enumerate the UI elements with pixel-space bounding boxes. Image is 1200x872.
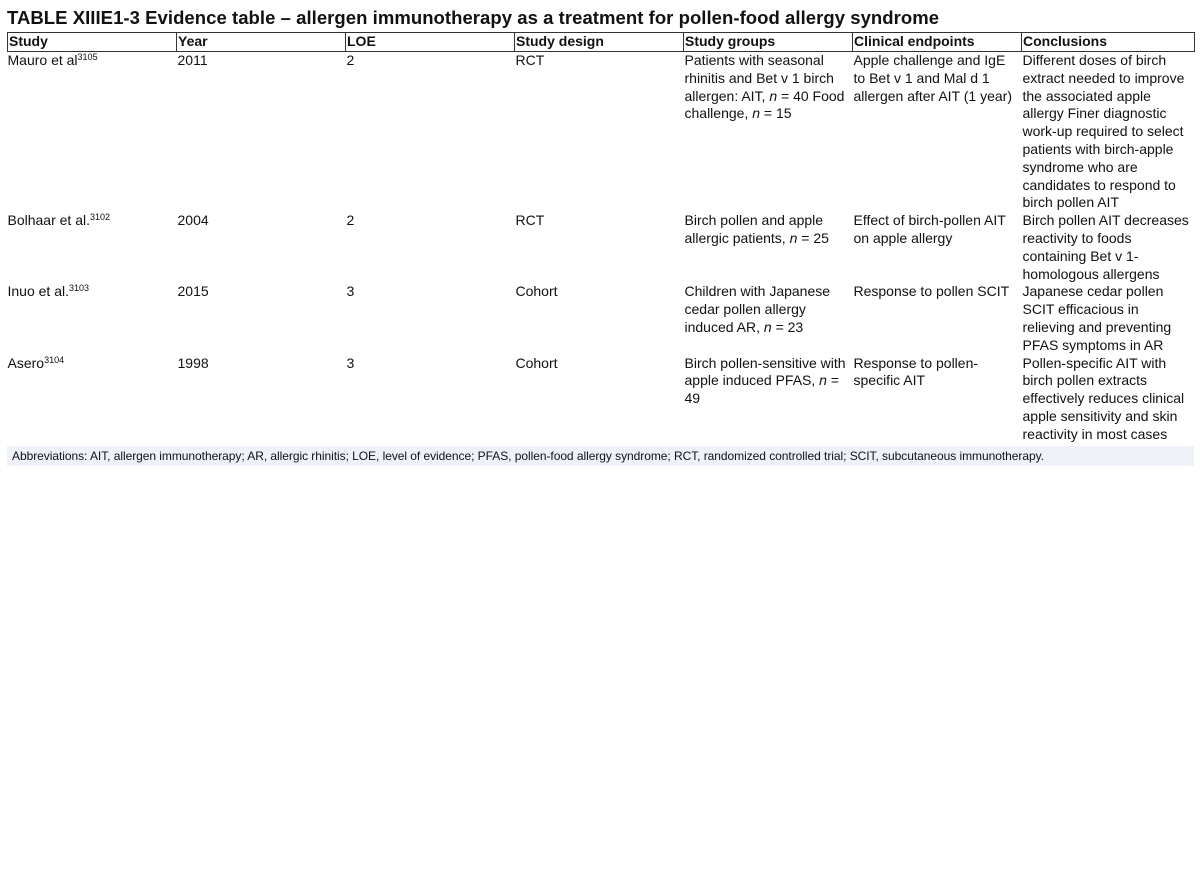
- reference-number: 3102: [90, 212, 111, 223]
- column-header-year: Year: [177, 33, 346, 52]
- cell-conclusions: Birch pollen AIT decreases reactivity to foods containing Bet v 1-homologous allergens: [1022, 212, 1189, 282]
- document-page: [7, 6, 1194, 466]
- study-name: Bolhaar et al.: [7, 212, 90, 229]
- table-header-row: [8, 33, 1195, 52]
- cell-study: [8, 212, 177, 283]
- cell-study-design: Cohort: [515, 283, 558, 300]
- reference-number: 3105: [77, 52, 98, 62]
- cell-study-groups: Children with Japanese cedar pollen allergy induced AR, n = 23: [684, 283, 831, 335]
- study-name: Mauro et al: [7, 52, 78, 68]
- study-name: Asero: [7, 354, 45, 371]
- evidence-table: [7, 32, 1195, 444]
- abbreviations-footnote: Abbreviations: AIT, allergen immunotherapy; AR, allergic rhinitis; LOE, level of evidence; PFAS, pollen-food allergy syndrome; RCT, randomized controlled trial; SCIT, subcutaneous immunotherapy.: [7, 446, 1194, 466]
- table-row: [8, 283, 1195, 354]
- column-header-loe: LOE: [346, 33, 515, 52]
- cell-study: [8, 283, 177, 354]
- column-header-clinical-endpoints: Clinical endpoints: [853, 33, 1022, 52]
- cell-study-groups: Birch pollen and apple allergic patients, n = 25: [684, 212, 829, 246]
- cell-clinical-endpoints: Effect of birch-pollen AIT on apple allergy: [853, 212, 1006, 246]
- cell-year: 2015: [177, 283, 209, 300]
- column-header-conclusions: Conclusions: [1022, 33, 1195, 52]
- column-header-study: Study: [8, 33, 177, 52]
- cell-year: 2004: [177, 212, 209, 229]
- study-name: Inuo et al.: [7, 283, 69, 300]
- cell-year: 2011: [177, 52, 208, 68]
- cell-loe: 2: [346, 52, 355, 68]
- cell-loe: 2: [346, 212, 355, 229]
- cell-loe: 3: [346, 283, 355, 300]
- cell-year: 1998: [177, 354, 209, 371]
- cell-study-design: RCT: [515, 52, 545, 68]
- table-row: [8, 212, 1195, 283]
- table-title: TABLE XIIIE1-3 Evidence table – allergen immunotherapy as a treatment for pollen-food allergy syndrome: [7, 7, 940, 28]
- table-row: [8, 52, 1195, 213]
- cell-clinical-endpoints: Response to pollen SCIT: [853, 283, 1010, 300]
- cell-loe: 3: [346, 354, 355, 371]
- cell-study-design: RCT: [515, 212, 545, 229]
- table-row: [8, 355, 1195, 444]
- cell-study-design: Cohort: [515, 354, 558, 371]
- cell-study-groups: Patients with seasonal rhinitis and Bet v 1 birch allergen: AIT, n = 40 Food challenge, n = 15: [684, 52, 845, 122]
- cell-study-groups: Birch pollen-sensitive with apple induced PFAS, n = 49: [684, 354, 846, 407]
- cell-clinical-endpoints: Response to pollen-specific AIT: [853, 354, 979, 389]
- reference-number: 3104: [44, 354, 65, 365]
- cell-conclusions: Pollen-specific AIT with birch pollen extracts effectively reduces clinical apple sensitivity and skin reactivity in most cases: [1022, 354, 1185, 442]
- column-header-study-design: Study design: [515, 33, 684, 52]
- cell-conclusions: Japanese cedar pollen SCIT efficacious in relieving and preventing PFAS symptoms in AR: [1022, 283, 1172, 353]
- cell-clinical-endpoints: Apple challenge and IgE to Bet v 1 and Mal d 1 allergen after AIT (1 year): [853, 52, 1012, 104]
- column-header-study-groups: Study groups: [684, 33, 853, 52]
- cell-study: [8, 355, 177, 444]
- cell-conclusions: Different doses of birch extract needed to improve the associated apple allergy Finer diagnostic work-up required to select patients with birch-apple syndrome who are candidates to respond to birch pollen AIT: [1022, 52, 1185, 211]
- cell-study: [8, 52, 177, 213]
- reference-number: 3103: [69, 283, 90, 294]
